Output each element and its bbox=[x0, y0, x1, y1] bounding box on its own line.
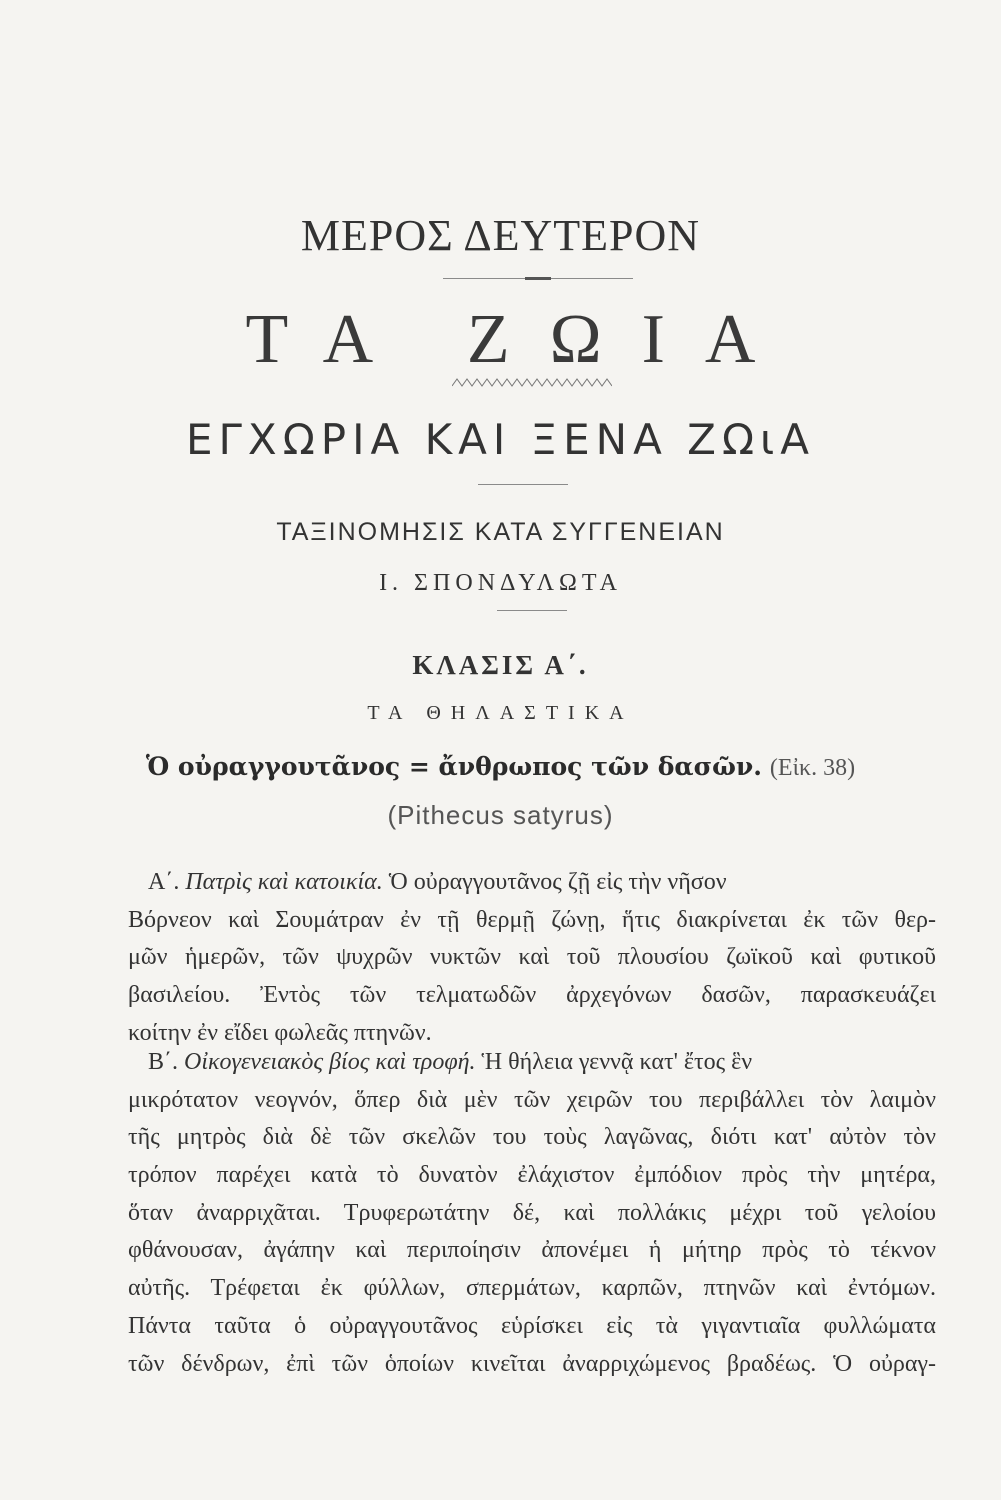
paragraph-line: τρόπον παρέχει κατὰ τὸ δυνατὸν ἐλάχιστον ἐμπόδιον πρὸς τὴν μητέρα, bbox=[128, 1162, 936, 1189]
paragraph-title: Οἰκογενειακὸς βίος καὶ τροφή. bbox=[184, 1049, 476, 1075]
paragraph-line: βασιλείου. Ἐντὸς τῶν τελματωδῶν ἀρχεγόνων δασῶν, παρασκευάζει bbox=[128, 982, 936, 1009]
wavy-ornament bbox=[452, 376, 612, 388]
paragraph-line bbox=[128, 1044, 936, 1082]
paragraph-line: μῶν ἡμερῶν, τῶν ψυχρῶν νυκτῶν καὶ τοῦ πλουσίου ζωϊκοῦ καὶ φυτικοῦ bbox=[128, 944, 936, 971]
paragraph-line: φθάνουσαν, ἀγάπην καὶ περιποίησιν ἀπονέμει ἡ μήτηρ πρὸς τὸ τέκνον bbox=[128, 1237, 936, 1264]
paragraph-line: τῶν δένδρων, ἐπὶ τῶν ὁποίων κινεῖται ἀναρριχώμενος βραδέως. Ὁ οὐραγ- bbox=[128, 1350, 936, 1377]
subtitle: ΕΓΧΩΡΙΑ ΚΑΙ ΞΕΝΑ ΖΩιΑ bbox=[186, 415, 815, 464]
class-label: ΚΛΑΣΙΣ Α΄. bbox=[412, 650, 589, 680]
paragraph-family-life bbox=[128, 1044, 936, 1383]
paragraph-line: ὅταν ἀναρριχᾶται. Τρυφερωτάτην δέ, καὶ πολλάκις μέχρι τοῦ γελοίου bbox=[128, 1199, 936, 1226]
paragraph-homeland bbox=[128, 864, 936, 1052]
paragraph-line bbox=[128, 864, 936, 902]
paragraph-line: αὐτῆς. Τρέφεται ἐκ φύλλων, σπερμάτων, καρπῶν, πτηνῶν καὶ ἐντόμων. bbox=[128, 1275, 936, 1302]
paragraph-line: Βόρνεον καὶ Σουμάτραν ἐν τῇ θερμῇ ζώνῃ, ἥτις διακρίνεται ἐκ τῶν θερ- bbox=[128, 906, 936, 933]
paragraph-text: Ἡ θήλεια γεννᾷ κατ' ἔτος ἓν bbox=[481, 1049, 753, 1075]
paragraph-line: κοίτην ἐν εἴδει φωλεᾶς πτηνῶν. bbox=[128, 1019, 432, 1046]
division-heading: Ι. ΣΠΟΝΔΥΛΩΤΑ bbox=[379, 570, 622, 596]
paragraph-line: τῆς μητρὸς διὰ δὲ τῶν σκελῶν του τοὺς λαγῶνας, διότι κατ' αὐτὸν τὸν bbox=[128, 1124, 936, 1151]
paragraph-marker: Α΄. bbox=[148, 869, 180, 895]
classification-heading: ΤΑΞΙΝΟΜΗΣΙΣ ΚΑΤΑ ΣΥΓΓΕΝΕΙΑΝ bbox=[276, 518, 725, 546]
paragraph-line: μικρότατον νεογνόν, ὅπερ διὰ μὲν τῶν χειρῶν του περιβάλλει τὸν λαιμὸν bbox=[128, 1086, 936, 1113]
part-title: ΜΕΡΟΣ ΔΕΥΤΕΡΟΝ bbox=[300, 211, 701, 260]
latin-name: (Pithecus satyrus) bbox=[387, 800, 614, 830]
paragraph-text: Ὁ οὐραγγουτᾶνος ζῇ εἰς τὴν νῆσον bbox=[388, 869, 727, 895]
rule-under-subtitle bbox=[478, 484, 568, 485]
animal-heading bbox=[0, 752, 1001, 782]
figure-reference: (Εἰκ. 38) bbox=[769, 755, 856, 781]
class-name: ΤΑ ΘΗΛΑΣΤΙΚΑ bbox=[367, 702, 634, 724]
main-title: ΤΑ ΖΩΙΑ bbox=[245, 301, 796, 378]
paragraph-line: Πάντα ταῦτα ὁ οὐραγγουτᾶνος εὑρίσκει εἰς τὰ γιγαντιαῖα φυλλώματα bbox=[128, 1312, 936, 1339]
rule-under-division bbox=[497, 610, 567, 611]
rule-ornament bbox=[525, 277, 551, 280]
paragraph-marker: Β΄. bbox=[148, 1049, 178, 1075]
paragraph-title: Πατρὶς καὶ κατοικία. bbox=[185, 869, 383, 895]
animal-heading-text: Ὁ οὐραγγουτᾶνος = ἄνθρωπος τῶν δασῶν. bbox=[145, 752, 762, 781]
